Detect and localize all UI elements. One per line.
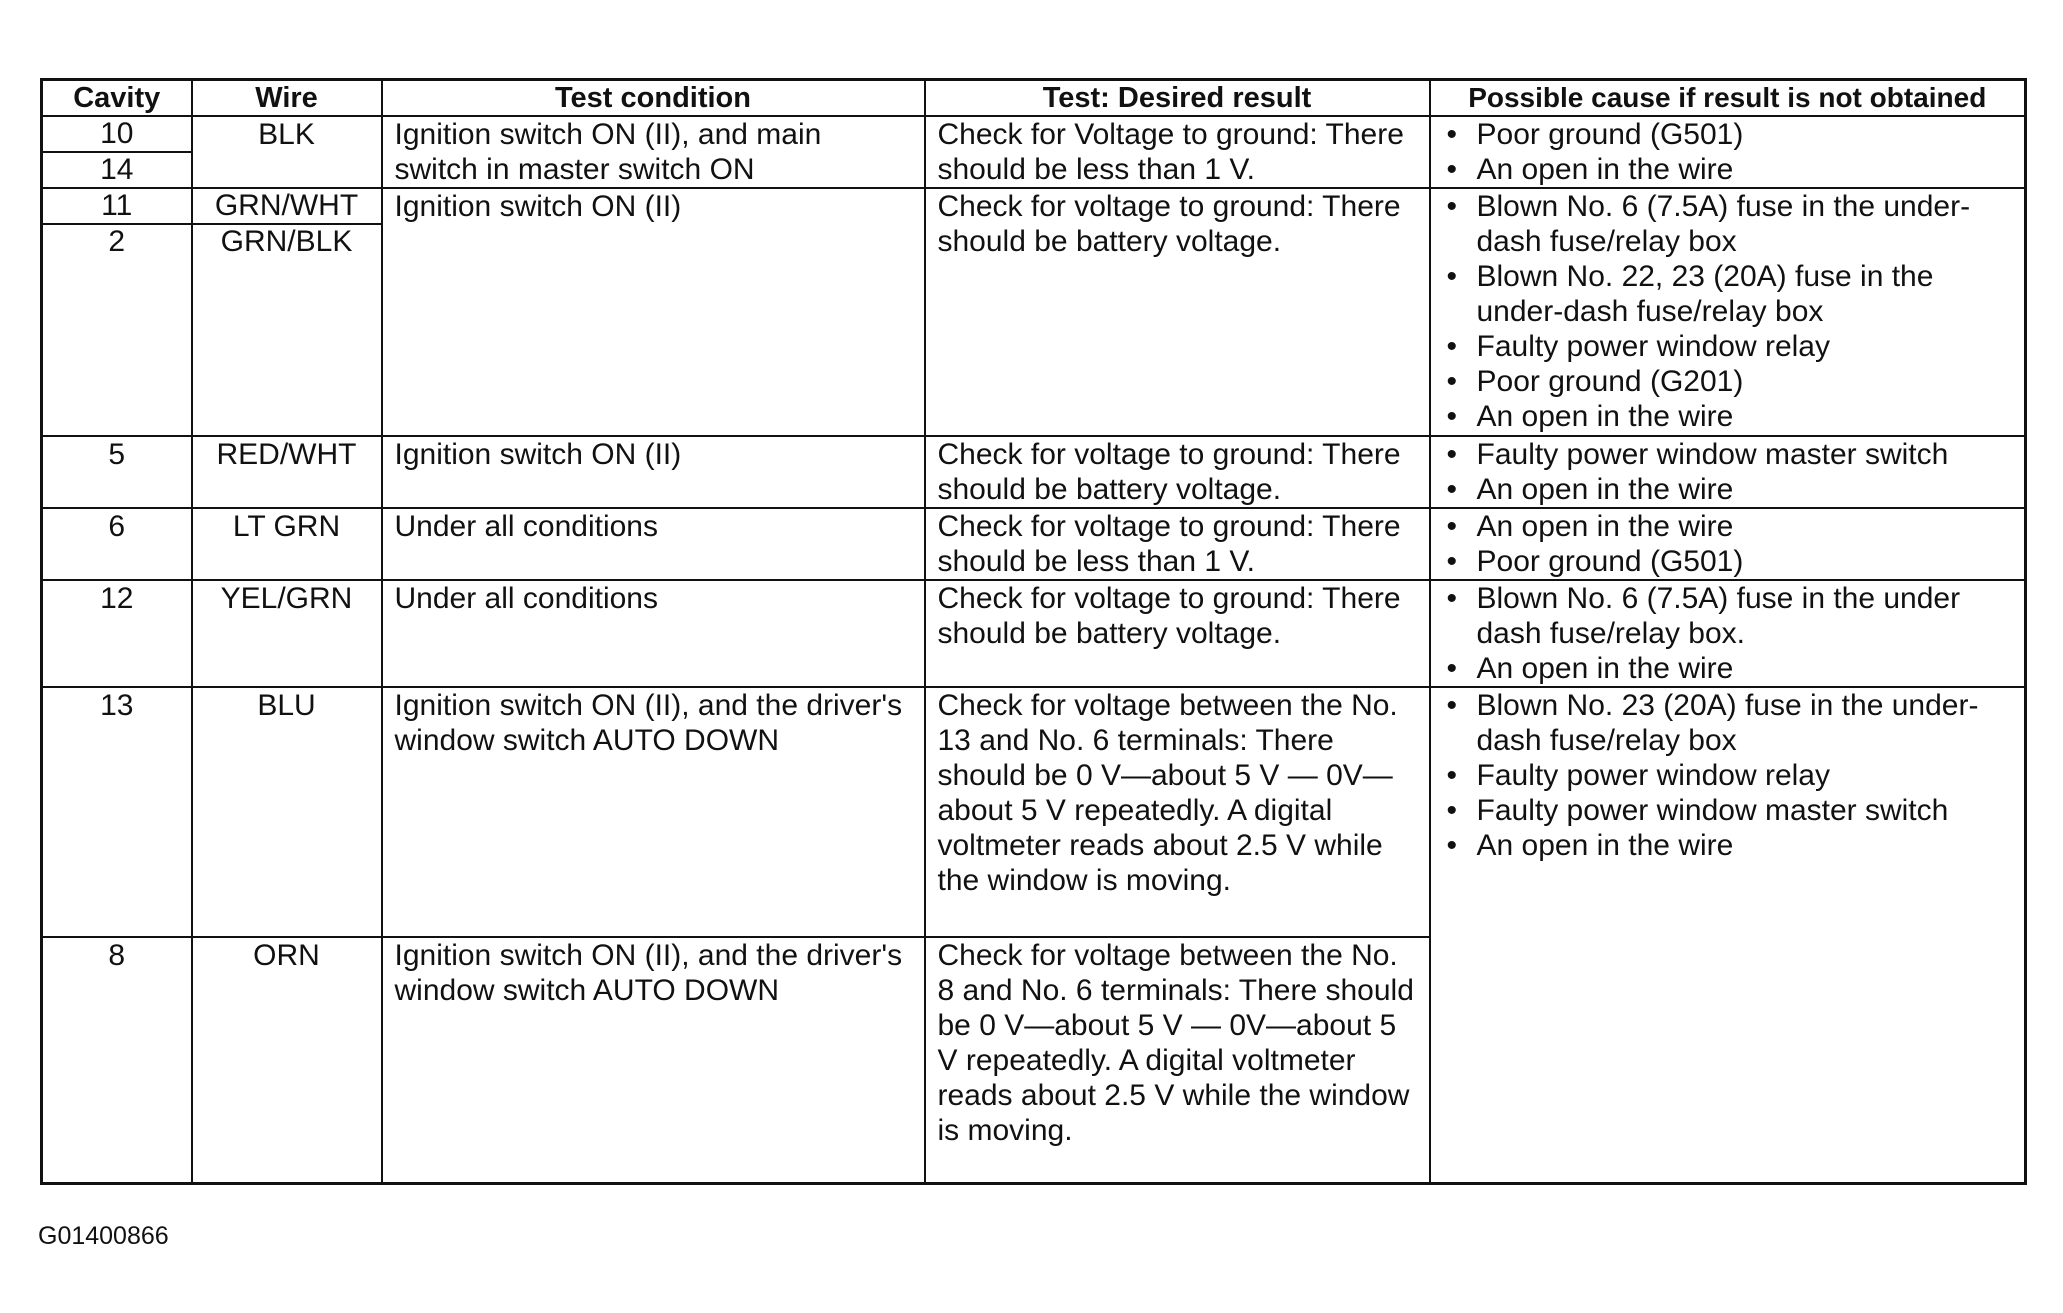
- result-cell: Check for Voltage to ground: There should be less than 1 V.: [925, 116, 1430, 188]
- cavity-value: 14: [43, 151, 191, 187]
- cause-item: • Poor ground (G201): [1443, 364, 2013, 399]
- table-row: [42, 580, 2026, 687]
- cause-cell: [1430, 188, 2026, 436]
- table-row: [42, 116, 2026, 188]
- table-row: [42, 188, 2026, 436]
- result-cell: Check for voltage to ground: There should be battery voltage.: [925, 188, 1430, 436]
- cause-cell: [1430, 687, 2026, 1183]
- wire-cell: RED/WHT: [192, 436, 382, 508]
- diagnostic-table: [40, 78, 2027, 1185]
- cavity-value: 11: [101, 189, 133, 222]
- cavity-cell: 12: [42, 580, 192, 687]
- cavity-cell: 8: [42, 937, 192, 1183]
- cause-cell: [1430, 116, 2026, 188]
- cause-item: • Blown No. 22, 23 (20A) fuse in the under-dash fuse/relay box: [1443, 259, 2013, 329]
- cause-item: • Faulty power window relay: [1443, 329, 2013, 364]
- wire-value: GRN/WHT: [214, 189, 359, 222]
- header-possible-cause: Possible cause if result is not obtained: [1430, 80, 2026, 117]
- cause-item: • Poor ground (G501): [1443, 117, 2013, 152]
- header-row: [42, 80, 2026, 117]
- wire-value: GRN/BLK: [193, 223, 381, 259]
- condition-cell: Ignition switch ON (II), and the driver's window switch AUTO DOWN: [382, 937, 925, 1183]
- cavity-cell: [42, 116, 192, 188]
- wire-cell: LT GRN: [192, 508, 382, 580]
- cavity-value: 2: [43, 223, 191, 259]
- cause-cell: [1430, 580, 2026, 687]
- cause-item: • Blown No. 23 (20A) fuse in the under-dash fuse/relay box: [1443, 688, 2013, 758]
- table-row: [42, 436, 2026, 508]
- condition-cell: Ignition switch ON (II), and the driver's window switch AUTO DOWN: [382, 687, 925, 937]
- cause-item: • Poor ground (G501): [1443, 544, 2013, 579]
- table-row: [42, 508, 2026, 580]
- result-cell: Check for voltage between the No. 8 and No. 6 terminals: There should be 0 V—about 5 V — 0V—about 5 V repeatedly. A digital voltmeter reads about 2.5 V while the window is moving.: [925, 937, 1430, 1183]
- cause-item: • Faulty power window master switch: [1443, 793, 2013, 828]
- cause-item: • An open in the wire: [1443, 651, 2013, 686]
- condition-cell: Under all conditions: [382, 580, 925, 687]
- condition-cell: Ignition switch ON (II): [382, 188, 925, 436]
- result-cell: Check for voltage between the No. 13 and No. 6 terminals: There should be 0 V—about 5 V — 0V—about 5 V repeatedly. A digital voltmeter reads about 2.5 V while the window is moving.: [925, 687, 1430, 937]
- cavity-cell: 6: [42, 508, 192, 580]
- cause-item: • An open in the wire: [1443, 152, 2013, 187]
- cause-item: • Blown No. 6 (7.5A) fuse in the under-dash fuse/relay box: [1443, 189, 2013, 259]
- header-wire: Wire: [192, 80, 382, 117]
- wire-cell: YEL/GRN: [192, 580, 382, 687]
- wire-cell: ORN: [192, 937, 382, 1183]
- result-cell: Check for voltage to ground: There should be battery voltage.: [925, 436, 1430, 508]
- cause-item: • An open in the wire: [1443, 472, 2013, 507]
- condition-cell: Ignition switch ON (II), and main switch in master switch ON: [382, 116, 925, 188]
- cavity-cell: 5: [42, 436, 192, 508]
- cause-item: • An open in the wire: [1443, 399, 2013, 434]
- wire-cell: BLK: [192, 116, 382, 188]
- cavity-value: 10: [100, 117, 134, 150]
- figure-id: G01400866: [38, 1222, 169, 1250]
- cause-item: • An open in the wire: [1443, 828, 2013, 863]
- cause-item: • Faulty power window master switch: [1443, 437, 2013, 472]
- result-cell: Check for voltage to ground: There should be battery voltage.: [925, 580, 1430, 687]
- cause-item: • Blown No. 6 (7.5A) fuse in the under dash fuse/relay box.: [1443, 581, 2013, 651]
- wire-cell: BLU: [192, 687, 382, 937]
- header-cavity: Cavity: [42, 80, 192, 117]
- result-cell: Check for voltage to ground: There should be less than 1 V.: [925, 508, 1430, 580]
- wire-cell: [192, 188, 382, 436]
- cause-item: • An open in the wire: [1443, 509, 2013, 544]
- header-test-condition: Test condition: [382, 80, 925, 117]
- cause-item: • Faulty power window relay: [1443, 758, 2013, 793]
- cavity-cell: [42, 188, 192, 436]
- cause-cell: [1430, 436, 2026, 508]
- cause-cell: [1430, 508, 2026, 580]
- cavity-cell: 13: [42, 687, 192, 937]
- header-desired-result: Test: Desired result: [925, 80, 1430, 117]
- condition-cell: Under all conditions: [382, 508, 925, 580]
- condition-cell: Ignition switch ON (II): [382, 436, 925, 508]
- table-row: [42, 687, 2026, 937]
